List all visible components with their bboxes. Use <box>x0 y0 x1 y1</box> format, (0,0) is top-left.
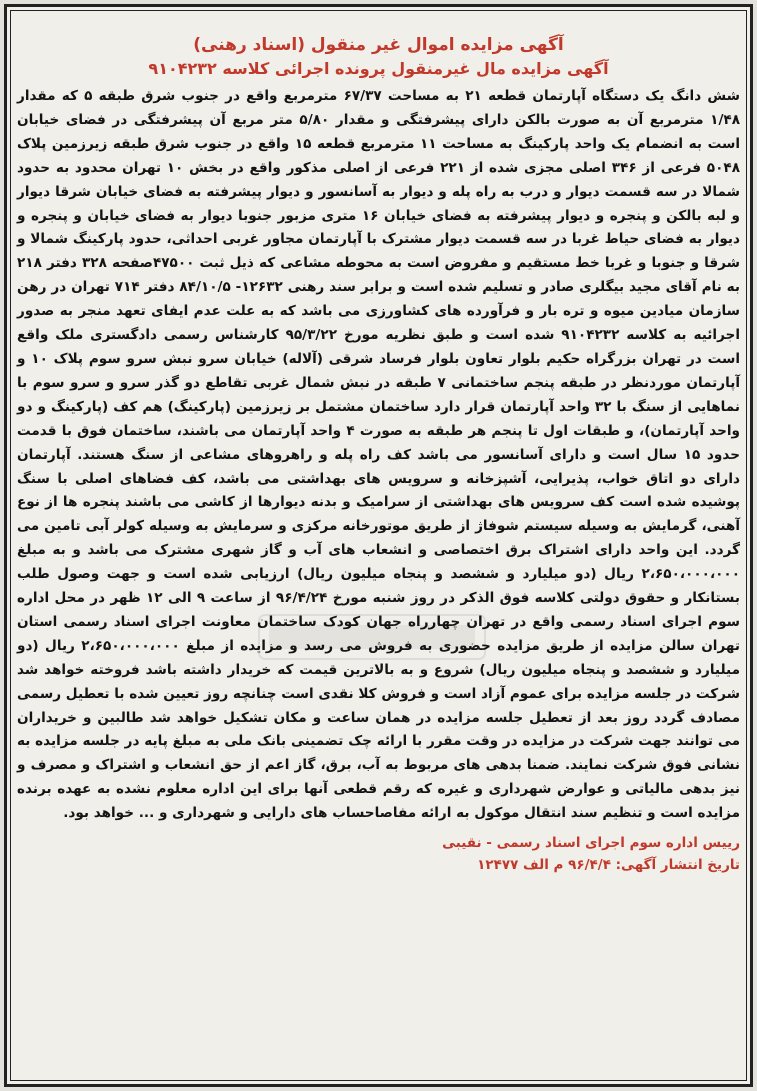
notice-subtitle: آگهی مزایده مال غیرمنقول پرونده اجرائی کلاسه ۹۱۰۴۲۳۲ <box>148 59 609 78</box>
notice-content <box>17 33 740 876</box>
notice-page <box>4 4 753 1087</box>
notice-title: آگهی مزایده اموال غیر منقول (اسناد رهنی) <box>193 35 564 55</box>
signature-block <box>17 832 740 876</box>
signature-line: رییس اداره سوم اجرای اسناد رسمی - نقیبی <box>442 835 740 852</box>
notice-body: شش دانگ یک دستگاه آپارتمان قطعه ۲۱ به مساحت ۶۷/۳۷ مترمربع واقع در جنوب شرق طبقه ۵ که مقدار ۱/۴۸ مترمربع آن به صورت بالکن دارای پیشرفتگی و مقدار ۵/۸۰ متر مربع آن پیشرفتگی در فضای خیابان است به انضمام یک واحد پارکینگ به مساحت ۱۱ مترمربع قطعه ۱۵ واقع در جنوب شرق طبقه زیرزمین پلاک ۵۰۴۸ فرعی از ۳۴۶ اصلی مجزی شده از ۲۲۱ فرعی از اصلی مذکور واقع در بخش ۱۰ تهران محدود به حدود شمالا در سه قسمت دیوار و درب به راه پله و دیوار به آسانسور و دیوار پیشرفته به فضای خیابان شرقا دیوار و لبه بالکن و پنجره و دیوار پیشرفته به فضای خیابان ۱۶ متری مزبور جنوبا دیوار به فضای خیابان و پنجره و دیوار به فضای حیاط غربا در سه قسمت دیوار مشترک با آپارتمان مجاور غربی احداثی، حدود پارکینگ شمالا و شرقا و جنوبا و غربا خط مستقیم و مفروض است به محوطه مشاعی که ذیل ثبت ۴۷۵۰۰صفحه ۳۲۸ دفتر ۲۱۸ به نام آقای مجید بیگلری صادر و تسلیم شده است و برابر سند رهنی ۱۲۶۳۲- ۸۴/۱۰/۵ دفتر ۷۱۴ تهران در رهن سازمان میادین میوه و تره بار و فرآورده های کشاورزی می باشد که به علت عدم ایفای تعهد منجر به صدور اجرائیه به کلاسه ۹۱۰۴۲۳۲ شده است و طبق نظریه مورخ ۹۵/۳/۲۲ کارشناس رسمی دادگستری ملک واقع است در تهران بزرگراه حکیم بلوار تعاون بلوار فرساد شرقی (آلاله) خیابان سرو نبش سرو سوم پلاک ۱۰ و آپارتمان موردنظر در طبقه پنجم ساختمانی ۷ طبقه در نبش شمال غربی تقاطع دو گذر سرو و سرو سوم با نماهایی از سنگ با ۳۲ واحد آپارتمان قرار دارد ساختمان مشتمل بر زیرزمین (پارکینگ) هم کف (پارکینگ و دو واحد آپارتمان)، و طبقات اول تا پنجم هر طبقه به صورت ۴ واحد آپارتمان می باشند، ساختمان فوق با قدمت حدود ۱۵ سال است و دارای آسانسور می باشد کف راه پله و راهروهای مشاعی از سنگ هستند. آپارتمان دارای دو اتاق خواب، پذیرایی، آشپزخانه و سرویس های بهداشتی می باشد، کف فضاهای اصلی با سنگ پوشیده شده است کف سرویس های بهداشتی از سرامیک و بدنه دیوارها از کاشی می باشند پنجره ها از نوع آهنی، گرمایش به وسیله سیستم شوفاژ از طریق موتورخانه مرکزی و سرمایش به وسیله کولر آبی تامین می گردد. این واحد دارای اشتراک برق اختصاصی و انشعاب های آب و گاز شهری مشترک می باشد و به مبلغ ۲،۶۵۰،۰۰۰،۰۰۰ ریال (دو میلیارد و ششصد و پنجاه میلیون ریال) ارزیابی شده است و جهت وصول طلب بستانکار و حقوق دولتی کلاسه فوق الذکر در روز شنبه مورخ ۹۶/۴/۲۴ از ساعت ۹ الی ۱۲ ظهر در محل اداره سوم اجرای اسناد رسمی واقع در تهران چهارراه جهان کودک ساختمان معاونت اجرای اسناد رسمی استان تهران سالن مزایده از طریق مزایده حضوری به فروش می رسد و مزایده از مبلغ ۲،۶۵۰،۰۰۰،۰۰۰ ریال (دو میلیارد و ششصد و پنجاه میلیون ریال) شروع و به بالاترین قیمت که خریدار داشته باشد فروخته خواهد شد شرکت در جلسه مزایده برای عموم آزاد است و فروش کلا نقدی است چنانچه روز تعیین شده با تعطیل رسمی مصادف گردد روز بعد از تعطیل جلسه مزایده در همان ساعت و مکان تشکیل خواهد شد طالبین و خریداران می توانند جهت شرکت در مزایده در وقت مقرر با ارائه چک تضمینی بانک ملی به مبلغ پایه در جلسه مزایده به نشانی فوق شرکت نمایند. ضمنا بدهی های مربوط به آب، برق، گاز اعم از حق انشعاب و اشتراک و مصرف و نیز بدهی مالیاتی و عوارض شهرداری و غیره که رقم قطعی آنها برای این اداره معلوم نشده به عهده برنده مزایده است و تنظیم سند انتقال موکول به ارائه مفاصاحساب های دارایی و شهرداری و ... خواهد بود. <box>17 88 740 822</box>
publish-info: تاریخ انتشار آگهی: ۹۶/۴/۴ م الف ۱۲۴۷۷ <box>477 857 740 874</box>
